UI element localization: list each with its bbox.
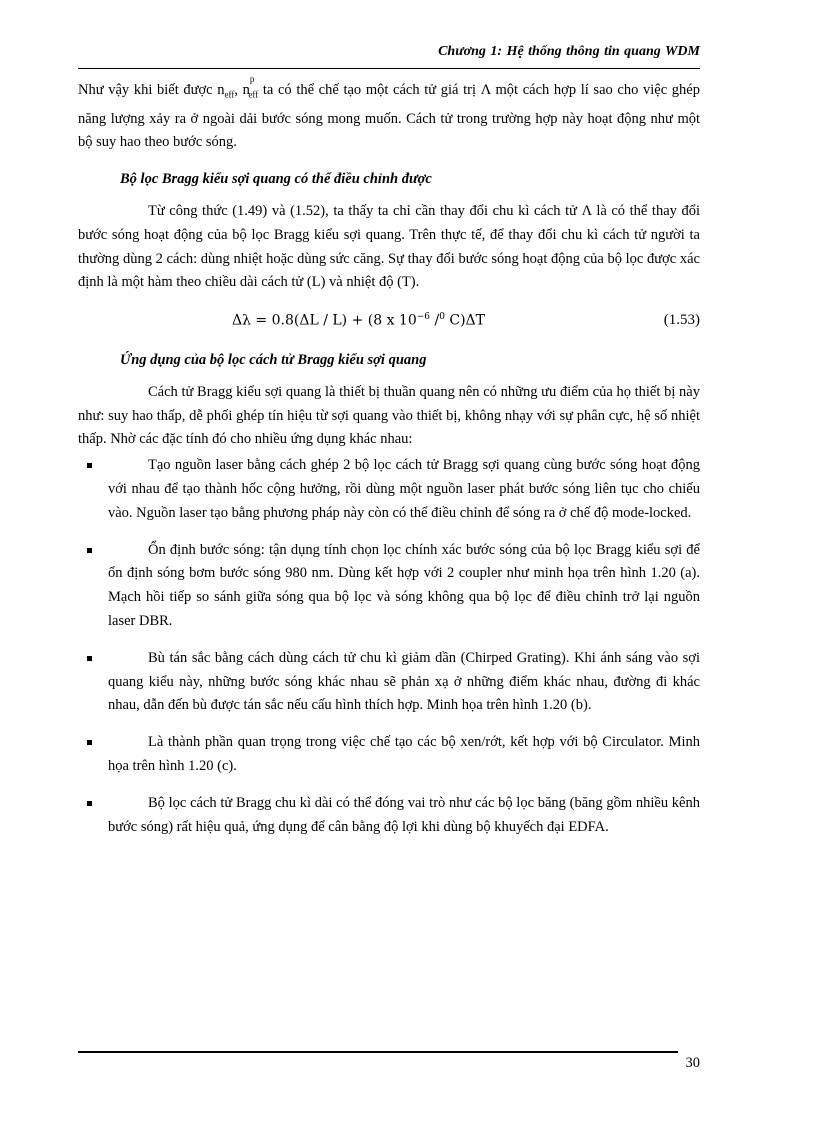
list-item — [78, 647, 700, 718]
running-header: Chương 1: Hệ thống thông tin quang WDM — [438, 44, 700, 59]
n-eff-p-subscript: eff — [248, 89, 259, 100]
square-bullet-icon — [87, 801, 92, 806]
equation-expression — [232, 312, 485, 329]
list-item-text: Bộ lọc cách tử Bragg chu kì dài có thể đóng vai trò như các bộ lọc băng (băng gồm nhiều kênh bước sóng) rất hiệu quả, ứng dụng để cân bằng độ lợi khi dùng bộ khuyếch đại EDFA. — [108, 794, 700, 835]
list-item-text: Tạo nguồn laser bằng cách ghép 2 bộ lọc cách tử Bragg sợi quang cùng bước sóng hoạt động với nhau để tạo thành hốc cộng hưởng, rồi dùng một nguồn laser phát bước sóng liên tục cho chiếu vào. Nguồn laser tạo bằng phương pháp này còn có thể điều chỉnh để sóng ra ở chế độ mode-locked. — [108, 457, 700, 521]
list-item-text: Bù tán sắc bằng cách dùng cách tử chu kì giảm dần (Chirped Grating). Khi ánh sáng vào sợi quang kiểu này, những bước sóng khác nhau sẽ phản xạ ở những điểm khác nhau, đường đi khác nhau, dẫn đến bù được tán sắc nếu cấu hình thích hợp. Minh họa trên hình 1.20 (b). — [108, 649, 700, 714]
square-bullet-icon — [87, 463, 92, 468]
square-bullet-icon — [87, 548, 92, 553]
n-eff-subscript: eff — [224, 89, 235, 100]
equation-number: (1.53) — [663, 312, 700, 329]
equation-lhs: Δλ = 0.8(ΔL / L) + (8 x 10 — [232, 312, 417, 329]
square-bullet-icon — [87, 656, 92, 661]
equation-rhs: C)ΔT — [444, 312, 485, 329]
section-heading-tunable: Bộ lọc Bragg kiểu sợi quang có thể điều chỉnh được — [120, 171, 432, 188]
intro-text-a: Như vậy khi biết được n — [78, 81, 225, 98]
equation-exponent: −6 — [416, 312, 431, 323]
page-number: 30 — [685, 1055, 700, 1071]
section-paragraph-tunable: Từ công thức (1.49) và (1.52), ta thấy ta chỉ cần thay đổi chu kì cách tử Λ là có thể thay đổi bước sóng hoạt động của bộ lọc Bragg kiểu sợi quang. Trên thực tế, để thay đổi chu kì cách tử người ta thường dùng 2 cách: dùng nhiệt hoặc dùng sức căng. Sự thay đổi bước sóng hoạt động của bộ lọc được xác định là một hàm theo chiều dài cách tử (L) và nhiệt độ (T). — [78, 202, 700, 291]
intro-text-c: ta có thể chế tạo một cách tử giá trị Λ một cách hợp lí sao cho việc ghép năng lượng xảy ra ở ngoài dải bước sóng mong muốn. Cách tử trong trường hợp này hoạt động như một bộ suy hao theo bước sóng. — [78, 81, 700, 151]
footer-rule — [78, 1051, 678, 1053]
list-item — [78, 731, 700, 779]
section-paragraph-applications: Cách tử Bragg kiểu sợi quang là thiết bị thuần quang nên có những ưu điểm của họ thiết bị này như: suy hao thấp, dễ phối ghép tín hiệu từ sợi quang vào thiết bị, không nhạy với sự phân cực, hệ số nhiệt thấp. Nhờ các đặc tính đó cho nhiều ứng dụng khác nhau: — [78, 383, 700, 448]
header-rule — [78, 68, 700, 69]
equation-degree: 0 — [439, 312, 445, 323]
section-heading-applications: Ứng dụng của bộ lọc cách tử Bragg kiểu sợi quang — [120, 352, 427, 369]
intro-paragraph — [78, 74, 700, 155]
list-item-text: Là thành phần quan trọng trong việc chế tạo các bộ xen/rớt, kết hợp với bộ Circulator. Minh họa trên hình 1.20 (c). — [108, 734, 700, 775]
list-item — [78, 454, 700, 525]
intro-text-b: , n — [234, 81, 250, 98]
page-content — [78, 74, 700, 852]
list-item-text: Ổn định bước sóng: tận dụng tính chọn lọc chính xác bước sóng của bộ lọc Bragg kiểu sợi để ổn định sóng bơm bước sóng 980 nm. Dùng kết hợp với 2 coupler như minh họa trên hình 1.20 (a). Mạch hồi tiếp so sánh giữa sóng qua bộ lọc và sóng không qua bộ lọc để điều chỉnh trở lại nguồn laser DBR. — [108, 541, 700, 630]
n-eff-p-symbol — [250, 74, 258, 108]
equation-1-53 — [78, 312, 700, 336]
n-eff-p-superscript: p — [249, 74, 255, 84]
list-item — [78, 792, 700, 840]
square-bullet-icon — [87, 740, 92, 745]
list-item — [78, 539, 700, 634]
equation-mid: / — [430, 312, 440, 329]
applications-list — [78, 454, 700, 839]
